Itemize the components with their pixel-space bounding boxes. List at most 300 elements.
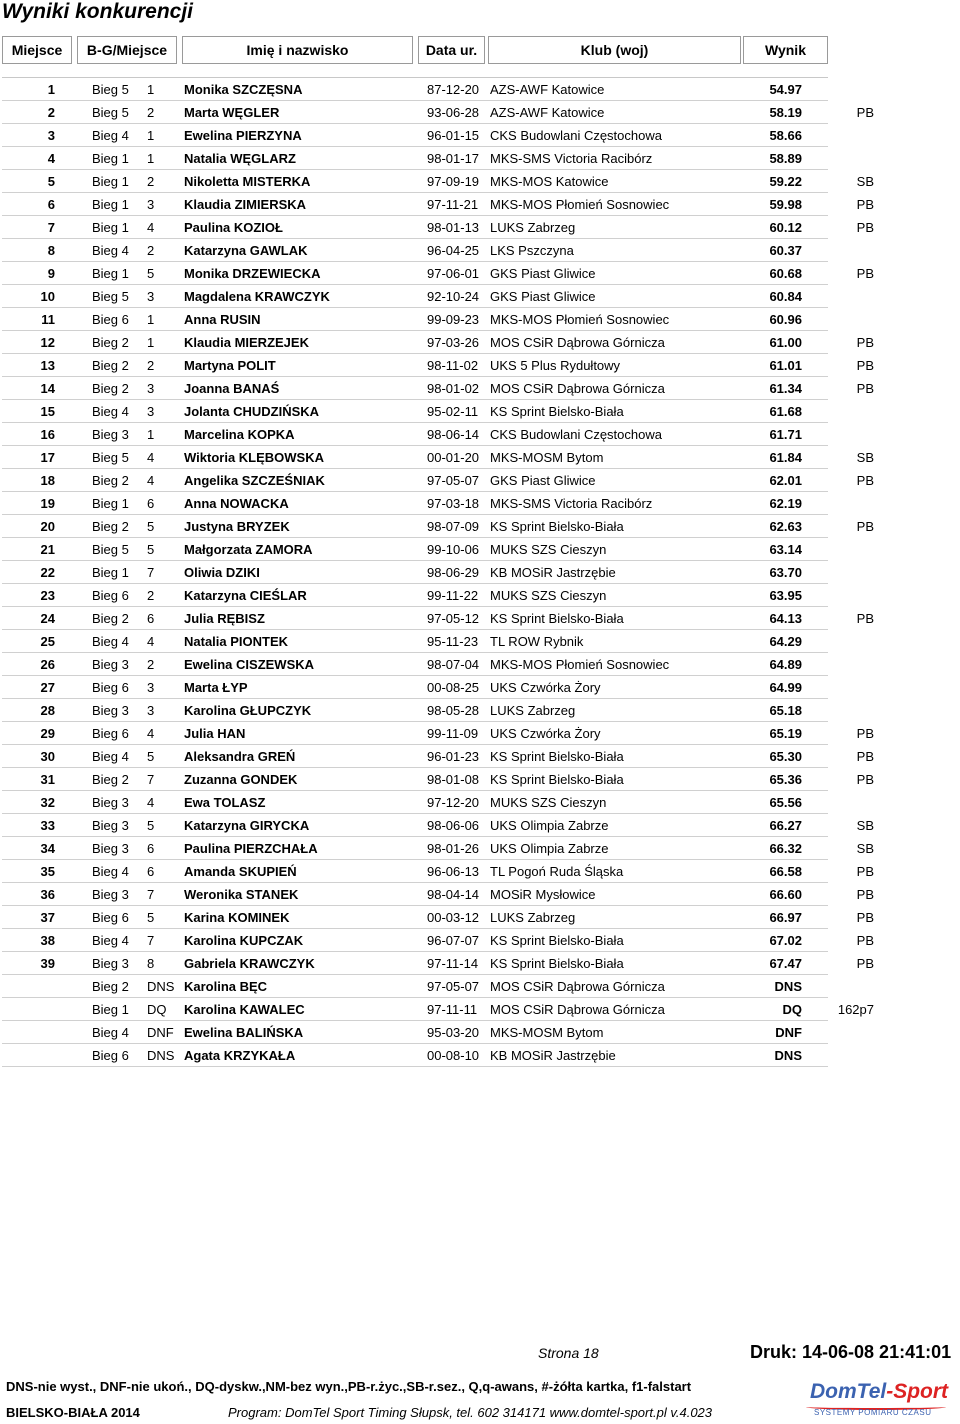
cell-result: 62.01 (769, 473, 802, 488)
cell-dob: 96-04-25 (427, 243, 480, 258)
table-row (2, 791, 960, 814)
cell-dob: 98-07-09 (427, 519, 480, 534)
cell-heat: Bieg 3 (92, 887, 129, 902)
cell-note: SB (856, 174, 874, 189)
cell-club: UKS Olimpia Zabrze (490, 841, 609, 856)
cell-lane: 6 (147, 496, 155, 511)
cell-name: Marcelina KOPKA (184, 427, 295, 442)
cell-heat: Bieg 6 (92, 910, 129, 925)
cell-note: PB (856, 956, 874, 971)
cell-lane: 3 (147, 197, 155, 212)
table-row (2, 423, 960, 446)
table-row (2, 561, 960, 584)
table-row (2, 377, 960, 400)
cell-place: 39 (40, 956, 55, 971)
cell-lane: 4 (147, 220, 155, 235)
cell-heat: Bieg 5 (92, 82, 129, 97)
cell-heat: Bieg 4 (92, 749, 129, 764)
cell-place: 34 (40, 841, 55, 856)
cell-lane: 2 (147, 588, 155, 603)
cell-lane: DNS (147, 979, 175, 994)
cell-result: 61.71 (769, 427, 802, 442)
cell-result: 66.32 (769, 841, 802, 856)
cell-dob: 98-06-06 (427, 818, 480, 833)
cell-dob: 97-05-12 (427, 611, 480, 626)
cell-place: 12 (40, 335, 55, 350)
cell-place: 13 (40, 358, 55, 373)
cell-lane: 2 (147, 105, 155, 120)
cell-place: 11 (41, 312, 55, 327)
header-club: Klub (woj) (488, 36, 741, 64)
table-row (2, 1021, 960, 1044)
cell-dob: 97-11-11 (427, 1002, 478, 1017)
cell-dob: 95-11-23 (427, 634, 479, 649)
cell-name: Katarzyna GIRYCKA (184, 818, 310, 833)
cell-name: Marta WĘGLER (184, 105, 280, 120)
cell-heat: Bieg 6 (92, 680, 129, 695)
cell-name: Katarzyna CIEŚLAR (184, 588, 307, 603)
cell-name: Katarzyna GAWLAK (184, 243, 308, 258)
cell-heat: Bieg 4 (92, 634, 129, 649)
cell-lane: 2 (147, 657, 155, 672)
cell-heat: Bieg 2 (92, 772, 129, 787)
cell-name: Anna RUSIN (184, 312, 261, 327)
cell-club: LUKS Zabrzeg (490, 220, 576, 235)
table-row (2, 998, 960, 1021)
cell-place: 14 (40, 381, 55, 396)
table-row (2, 883, 960, 906)
table-row (2, 101, 960, 124)
cell-name: Zuzanna GONDEK (184, 772, 298, 787)
cell-name: Ewelina CISZEWSKA (184, 657, 315, 672)
cell-dob: 87-12-20 (427, 82, 480, 97)
cell-name: Paulina PIERZCHAŁA (184, 841, 318, 856)
table-row (2, 952, 960, 975)
table-row (2, 515, 960, 538)
cell-heat: Bieg 3 (92, 657, 129, 672)
table-row (2, 1044, 960, 1067)
cell-club: MOS CSiR Dąbrowa Górnicza (490, 381, 665, 396)
cell-heat: Bieg 2 (92, 473, 129, 488)
cell-dob: 97-09-19 (427, 174, 480, 189)
cell-name: Ewelina PIERZYNA (184, 128, 302, 143)
cell-club: TL ROW Rybnik (490, 634, 584, 649)
cell-place: 37 (40, 910, 55, 925)
cell-result: 61.68 (769, 404, 802, 419)
table-row (2, 607, 960, 630)
cell-club: TL Pogoń Ruda Śląska (490, 864, 624, 879)
cell-name: Oliwia DZIKI (184, 565, 260, 580)
print-timestamp: Druk: 14-06-08 21:41:01 (750, 1342, 952, 1362)
cell-name: Justyna BRYZEK (184, 519, 290, 534)
cell-heat: Bieg 5 (92, 105, 129, 120)
cell-lane: 3 (147, 404, 155, 419)
cell-result: 54.97 (769, 82, 802, 97)
cell-lane: 3 (147, 703, 155, 718)
cell-place: 18 (40, 473, 55, 488)
table-row (2, 492, 960, 515)
cell-note: PB (856, 864, 874, 879)
cell-heat: Bieg 6 (92, 588, 129, 603)
cell-heat: Bieg 1 (92, 565, 129, 580)
table-row (2, 699, 960, 722)
cell-dob: 99-11-09 (427, 726, 479, 741)
cell-heat: Bieg 4 (92, 243, 129, 258)
cell-heat: Bieg 5 (92, 542, 129, 557)
cell-result: 67.02 (769, 933, 802, 948)
cell-heat: Bieg 6 (92, 1048, 129, 1063)
header-heat-lane: B-G/Miejsce (77, 36, 177, 64)
cell-lane: 1 (147, 312, 155, 327)
cell-name: Amanda SKUPIEŃ (184, 864, 297, 879)
cell-result: 60.84 (769, 289, 802, 304)
cell-name: Nikoletta MISTERKA (184, 174, 311, 189)
cell-place: 10 (40, 289, 55, 304)
cell-name: Gabriela KRAWCZYK (184, 956, 315, 971)
page-title: Wyniki konkurencji (2, 0, 193, 23)
cell-dob: 00-08-25 (427, 680, 480, 695)
cell-club: UKS Czwórka Żory (490, 726, 601, 741)
cell-club: LKS Pszczyna (490, 243, 574, 258)
cell-name: Julia HAN (184, 726, 246, 741)
cell-club: KS Sprint Bielsko-Biała (490, 611, 624, 626)
cell-heat: Bieg 1 (92, 151, 129, 166)
cell-club: MOS CSiR Dąbrowa Górnicza (490, 335, 665, 350)
cell-heat: Bieg 2 (92, 335, 129, 350)
table-row (2, 400, 960, 423)
cell-name: Natalia WĘGLARZ (184, 151, 296, 166)
cell-club: MKS-MOS Płomień Sosnowiec (490, 657, 670, 672)
cell-dob: 97-05-07 (427, 473, 480, 488)
cell-lane: 5 (147, 818, 155, 833)
cell-name: Weronika STANEK (184, 887, 299, 902)
cell-club: MKS-MOS Płomień Sosnowiec (490, 312, 670, 327)
cell-dob: 93-06-28 (427, 105, 480, 120)
cell-dob: 98-01-08 (427, 772, 480, 787)
cell-result: 59.22 (769, 174, 802, 189)
cell-result: 64.13 (769, 611, 802, 626)
cell-dob: 98-01-26 (427, 841, 480, 856)
table-row (2, 584, 960, 607)
cell-heat: Bieg 2 (92, 381, 129, 396)
cell-dob: 97-11-14 (427, 956, 479, 971)
cell-result: DNF (775, 1025, 802, 1040)
cell-lane: 5 (147, 910, 155, 925)
cell-club: UKS Olimpia Zabrze (490, 818, 609, 833)
cell-result: 60.96 (769, 312, 802, 327)
cell-name: Paulina KOZIOŁ (184, 220, 283, 235)
cell-note: 162p7 (837, 1002, 874, 1017)
cell-club: MUKS SZS Cieszyn (490, 542, 607, 557)
cell-club: AZS-AWF Katowice (490, 82, 605, 97)
cell-dob: 92-10-24 (427, 289, 480, 304)
cell-result: 59.98 (769, 197, 802, 212)
cell-result: 66.97 (769, 910, 802, 925)
cell-place: 7 (47, 220, 55, 235)
cell-dob: 96-01-23 (427, 749, 480, 764)
cell-note: PB (856, 358, 874, 373)
cell-result: 58.66 (769, 128, 802, 143)
cell-result: 65.18 (769, 703, 802, 718)
cell-lane: 7 (147, 772, 155, 787)
cell-place: 15 (40, 404, 55, 419)
cell-place: 36 (40, 887, 55, 902)
event-location: BIELSKO-BIAŁA 2014 (6, 1405, 140, 1420)
cell-note: PB (856, 381, 874, 396)
table-row (2, 193, 960, 216)
cell-note: PB (856, 220, 874, 235)
cell-lane: 8 (147, 956, 155, 971)
table-row (2, 929, 960, 952)
cell-result: 61.00 (769, 335, 802, 350)
cell-club: CKS Budowlani Częstochowa (490, 427, 662, 442)
cell-dob: 99-11-22 (427, 588, 479, 603)
cell-result: 66.60 (769, 887, 802, 902)
cell-dob: 00-01-20 (427, 450, 480, 465)
cell-place: 4 (47, 151, 55, 166)
logo-wordmark: DomTel-Sport (810, 1380, 949, 1403)
cell-result: 65.36 (769, 772, 802, 787)
cell-name: Ewelina BALIŃSKA (184, 1025, 304, 1040)
cell-place: 35 (40, 864, 55, 879)
cell-note: PB (856, 105, 874, 120)
table-row (2, 354, 960, 377)
cell-place: 26 (40, 657, 55, 672)
cell-result: DNS (774, 979, 802, 994)
cell-name: Anna NOWACKA (184, 496, 289, 511)
cell-lane: 4 (147, 795, 155, 810)
cell-lane: 7 (147, 565, 155, 580)
cell-dob: 97-03-18 (427, 496, 480, 511)
cell-lane: 6 (147, 611, 155, 626)
cell-club: CKS Budowlani Częstochowa (490, 128, 662, 143)
cell-name: Marta ŁYP (184, 680, 248, 695)
cell-name: Agata KRZYKAŁA (184, 1048, 296, 1063)
cell-club: MKS-MOSM Bytom (490, 1025, 604, 1040)
cell-name: Karolina BĘC (184, 979, 268, 994)
cell-heat: Bieg 1 (92, 1002, 129, 1017)
cell-place: 31 (40, 772, 55, 787)
cell-note: PB (856, 772, 874, 787)
cell-name: Małgorzata ZAMORA (184, 542, 313, 557)
program-info: Program: DomTel Sport Timing Słupsk, tel. 602 314171 www.domtel-sport.pl v.4.023 (228, 1405, 713, 1420)
cell-dob: 97-06-01 (427, 266, 480, 281)
page-number: Strona 18 (538, 1345, 599, 1361)
cell-place: 5 (47, 174, 55, 189)
cell-result: 66.58 (769, 864, 802, 879)
cell-dob: 97-03-26 (427, 335, 480, 350)
cell-heat: Bieg 5 (92, 289, 129, 304)
cell-note: PB (856, 519, 874, 534)
cell-heat: Bieg 4 (92, 404, 129, 419)
cell-club: MOS CSiR Dąbrowa Górnicza (490, 979, 665, 994)
cell-dob: 98-01-13 (427, 220, 480, 235)
table-row (2, 814, 960, 837)
cell-lane: DNS (147, 1048, 175, 1063)
table-row (2, 239, 960, 262)
cell-heat: Bieg 1 (92, 220, 129, 235)
table-row (2, 653, 960, 676)
cell-name: Angelika SZCZEŚNIAK (184, 473, 325, 488)
cell-club: KS Sprint Bielsko-Biała (490, 772, 624, 787)
cell-lane: 1 (147, 128, 155, 143)
cell-lane: 5 (147, 266, 155, 281)
cell-heat: Bieg 4 (92, 128, 129, 143)
cell-note: PB (856, 910, 874, 925)
cell-lane: 1 (147, 82, 155, 97)
table-row (2, 630, 960, 653)
cell-place: 3 (47, 128, 55, 143)
cell-place: 22 (40, 565, 55, 580)
cell-heat: Bieg 3 (92, 427, 129, 442)
cell-club: KB MOSiR Jastrzębie (490, 565, 616, 580)
cell-result: 65.30 (769, 749, 802, 764)
cell-club: MKS-MOS Katowice (490, 174, 609, 189)
cell-result: 65.56 (769, 795, 802, 810)
cell-name: Ewa TOLASZ (184, 795, 266, 810)
cell-lane: 6 (147, 864, 155, 879)
cell-note: PB (856, 749, 874, 764)
cell-lane: 3 (147, 289, 155, 304)
cell-note: PB (856, 933, 874, 948)
cell-heat: Bieg 2 (92, 358, 129, 373)
cell-club: KS Sprint Bielsko-Biała (490, 933, 624, 948)
cell-lane: 3 (147, 680, 155, 695)
cell-heat: Bieg 2 (92, 611, 129, 626)
cell-place: 23 (40, 588, 55, 603)
cell-result: 60.12 (769, 220, 802, 235)
cell-result: 61.01 (769, 358, 802, 373)
cell-heat: Bieg 4 (92, 933, 129, 948)
cell-place: 19 (40, 496, 55, 511)
cell-note: SB (856, 818, 874, 833)
cell-name: Klaudia ZIMIERSKA (184, 197, 307, 212)
cell-lane: 4 (147, 473, 155, 488)
cell-club: GKS Piast Gliwice (490, 473, 596, 488)
cell-lane: 5 (147, 749, 155, 764)
domtel-sport-logo (806, 1380, 952, 1422)
cell-result: 64.89 (769, 657, 802, 672)
cell-heat: Bieg 6 (92, 312, 129, 327)
cell-dob: 99-10-06 (427, 542, 480, 557)
table-row (2, 331, 960, 354)
cell-club: MUKS SZS Cieszyn (490, 795, 607, 810)
cell-place: 32 (40, 795, 55, 810)
cell-lane: 4 (147, 450, 155, 465)
cell-place: 9 (47, 266, 55, 281)
cell-place: 24 (40, 611, 55, 626)
cell-lane: 6 (147, 841, 155, 856)
cell-club: KS Sprint Bielsko-Biała (490, 956, 624, 971)
table-row (2, 285, 960, 308)
cell-club: UKS Czwórka Żory (490, 680, 601, 695)
cell-name: Jolanta CHUDZIŃSKA (184, 404, 320, 419)
cell-result: 60.37 (769, 243, 802, 258)
cell-place: 29 (40, 726, 55, 741)
cell-place: 33 (40, 818, 55, 833)
cell-lane: 7 (147, 887, 155, 902)
cell-note: SB (856, 450, 874, 465)
cell-heat: Bieg 3 (92, 841, 129, 856)
cell-club: KS Sprint Bielsko-Biała (490, 519, 624, 534)
table-row (2, 860, 960, 883)
cell-dob: 97-05-07 (427, 979, 480, 994)
cell-lane: 2 (147, 174, 155, 189)
header-name: Imię i nazwisko (182, 36, 413, 64)
cell-result: 66.27 (769, 818, 802, 833)
cell-dob: 00-08-10 (427, 1048, 480, 1063)
abbreviation-legend: DNS-nie wyst., DNF-nie ukoń., DQ-dyskw.,NM-bez wyn.,PB-r.życ.,SB-r.sez., Q,q-awans, #-żółta kartka, f1-falstart (6, 1379, 692, 1394)
cell-name: Aleksandra GREŃ (184, 749, 296, 764)
cell-dob: 99-09-23 (427, 312, 480, 327)
cell-dob: 98-06-29 (427, 565, 480, 580)
cell-result: 67.47 (769, 956, 802, 971)
cell-dob: 98-05-28 (427, 703, 480, 718)
cell-heat: Bieg 1 (92, 174, 129, 189)
cell-place: 38 (40, 933, 55, 948)
cell-lane: 5 (147, 542, 155, 557)
table-row (2, 78, 960, 101)
cell-dob: 98-07-04 (427, 657, 480, 672)
table-row (2, 262, 960, 285)
cell-place: 20 (40, 519, 55, 534)
table-row (2, 906, 960, 929)
cell-club: KS Sprint Bielsko-Biała (490, 404, 624, 419)
cell-lane: 1 (147, 151, 155, 166)
cell-name: Natalia PIONTEK (184, 634, 289, 649)
table-row (2, 538, 960, 561)
cell-place: 6 (47, 197, 55, 212)
table-row (2, 308, 960, 331)
table-row (2, 216, 960, 239)
cell-place: 28 (40, 703, 55, 718)
cell-place: 1 (47, 82, 55, 97)
cell-result: 65.19 (769, 726, 802, 741)
cell-club: UKS 5 Plus Rydułtowy (490, 358, 621, 373)
cell-result: 60.68 (769, 266, 802, 281)
cell-result: 64.99 (769, 680, 802, 695)
cell-lane: 1 (147, 335, 155, 350)
cell-place: 2 (47, 105, 55, 120)
table-row (2, 446, 960, 469)
cell-heat: Bieg 4 (92, 1025, 129, 1040)
cell-dob: 97-12-20 (427, 795, 480, 810)
cell-club: MKS-SMS Victoria Racibórz (490, 496, 653, 511)
cell-result: 63.70 (769, 565, 802, 580)
cell-heat: Bieg 3 (92, 795, 129, 810)
cell-result: 62.63 (769, 519, 802, 534)
cell-result: 58.19 (769, 105, 802, 120)
header-dob: Data ur. (418, 36, 485, 64)
cell-dob: 00-03-12 (427, 910, 480, 925)
cell-place: 27 (40, 680, 55, 695)
cell-note: PB (856, 197, 874, 212)
cell-dob: 98-04-14 (427, 887, 480, 902)
table-row (2, 975, 960, 998)
cell-club: MOS CSiR Dąbrowa Górnicza (490, 1002, 665, 1017)
cell-club: LUKS Zabrzeg (490, 910, 576, 925)
cell-note: PB (856, 266, 874, 281)
cell-lane: 2 (147, 243, 155, 258)
table-row (2, 745, 960, 768)
cell-lane: 4 (147, 634, 155, 649)
cell-place: 21 (40, 542, 55, 557)
table-row (2, 147, 960, 170)
table-row (2, 722, 960, 745)
cell-name: Klaudia MIERZEJEK (184, 335, 309, 350)
table-row (2, 837, 960, 860)
cell-lane: 4 (147, 726, 155, 741)
